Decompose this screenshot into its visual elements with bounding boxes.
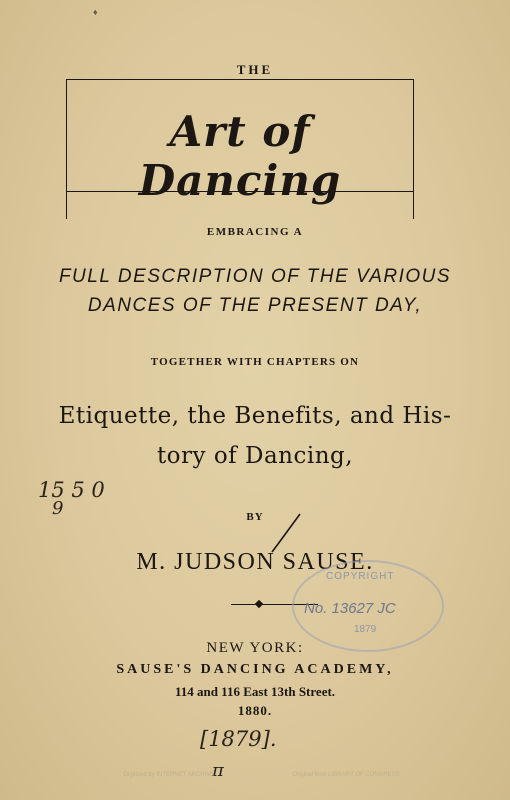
imprint-address: 114 and 116 East 13th Street. — [174, 684, 336, 699]
watermark-right: Original from LIBRARY OF CONGRESS — [292, 772, 400, 778]
handwritten-shelf-mark: [1879]. — [200, 727, 277, 751]
by-label: BY — [246, 511, 264, 523]
chapters-line-1: Etiquette, the Benefits, and His- — [58, 403, 452, 429]
title-prefix: THE — [236, 62, 274, 77]
copyright-stamp — [292, 560, 442, 650]
frame-top-rule — [66, 79, 414, 80]
title-frame — [66, 79, 414, 205]
margin-speck: ♦ — [93, 7, 98, 17]
chapters-block — [0, 396, 510, 476]
author-name: M. JUDSON SAUSE. — [136, 549, 374, 575]
imprint-year: 1880. — [237, 703, 273, 718]
description-block — [0, 262, 510, 320]
frame-right-upper — [413, 79, 414, 107]
stamp-number: No. 13627 JC — [304, 600, 396, 617]
chapters-line-2: tory of Dancing, — [156, 443, 354, 469]
together-line: TOGETHER WITH CHAPTERS ON — [150, 356, 360, 368]
frame-left-upper — [66, 79, 67, 107]
description-line-1: FULL DESCRIPTION OF THE VARIOUS — [58, 266, 452, 287]
description-line-2: DANCES OF THE PRESENT DAY, — [87, 295, 423, 316]
handwritten-note-2: 9 — [52, 498, 64, 519]
handwritten-shelf-sub: π — [212, 760, 224, 781]
handwritten-note-1: 15 5 0 — [38, 478, 105, 502]
embracing-line: EMBRACING A — [206, 226, 304, 238]
ornament-diamond — [255, 600, 263, 608]
stamp-label: COPYRIGHT — [326, 571, 395, 582]
watermark-left: Digitized by INTERNET ARCHIVE — [123, 772, 215, 778]
imprint-publisher: SAUSE'S DANCING ACADEMY, — [116, 662, 394, 677]
book-title: Art of Dancing — [138, 107, 342, 205]
imprint-city: NEW YORK: — [206, 640, 304, 656]
stamp-year: 1879 — [354, 624, 377, 635]
